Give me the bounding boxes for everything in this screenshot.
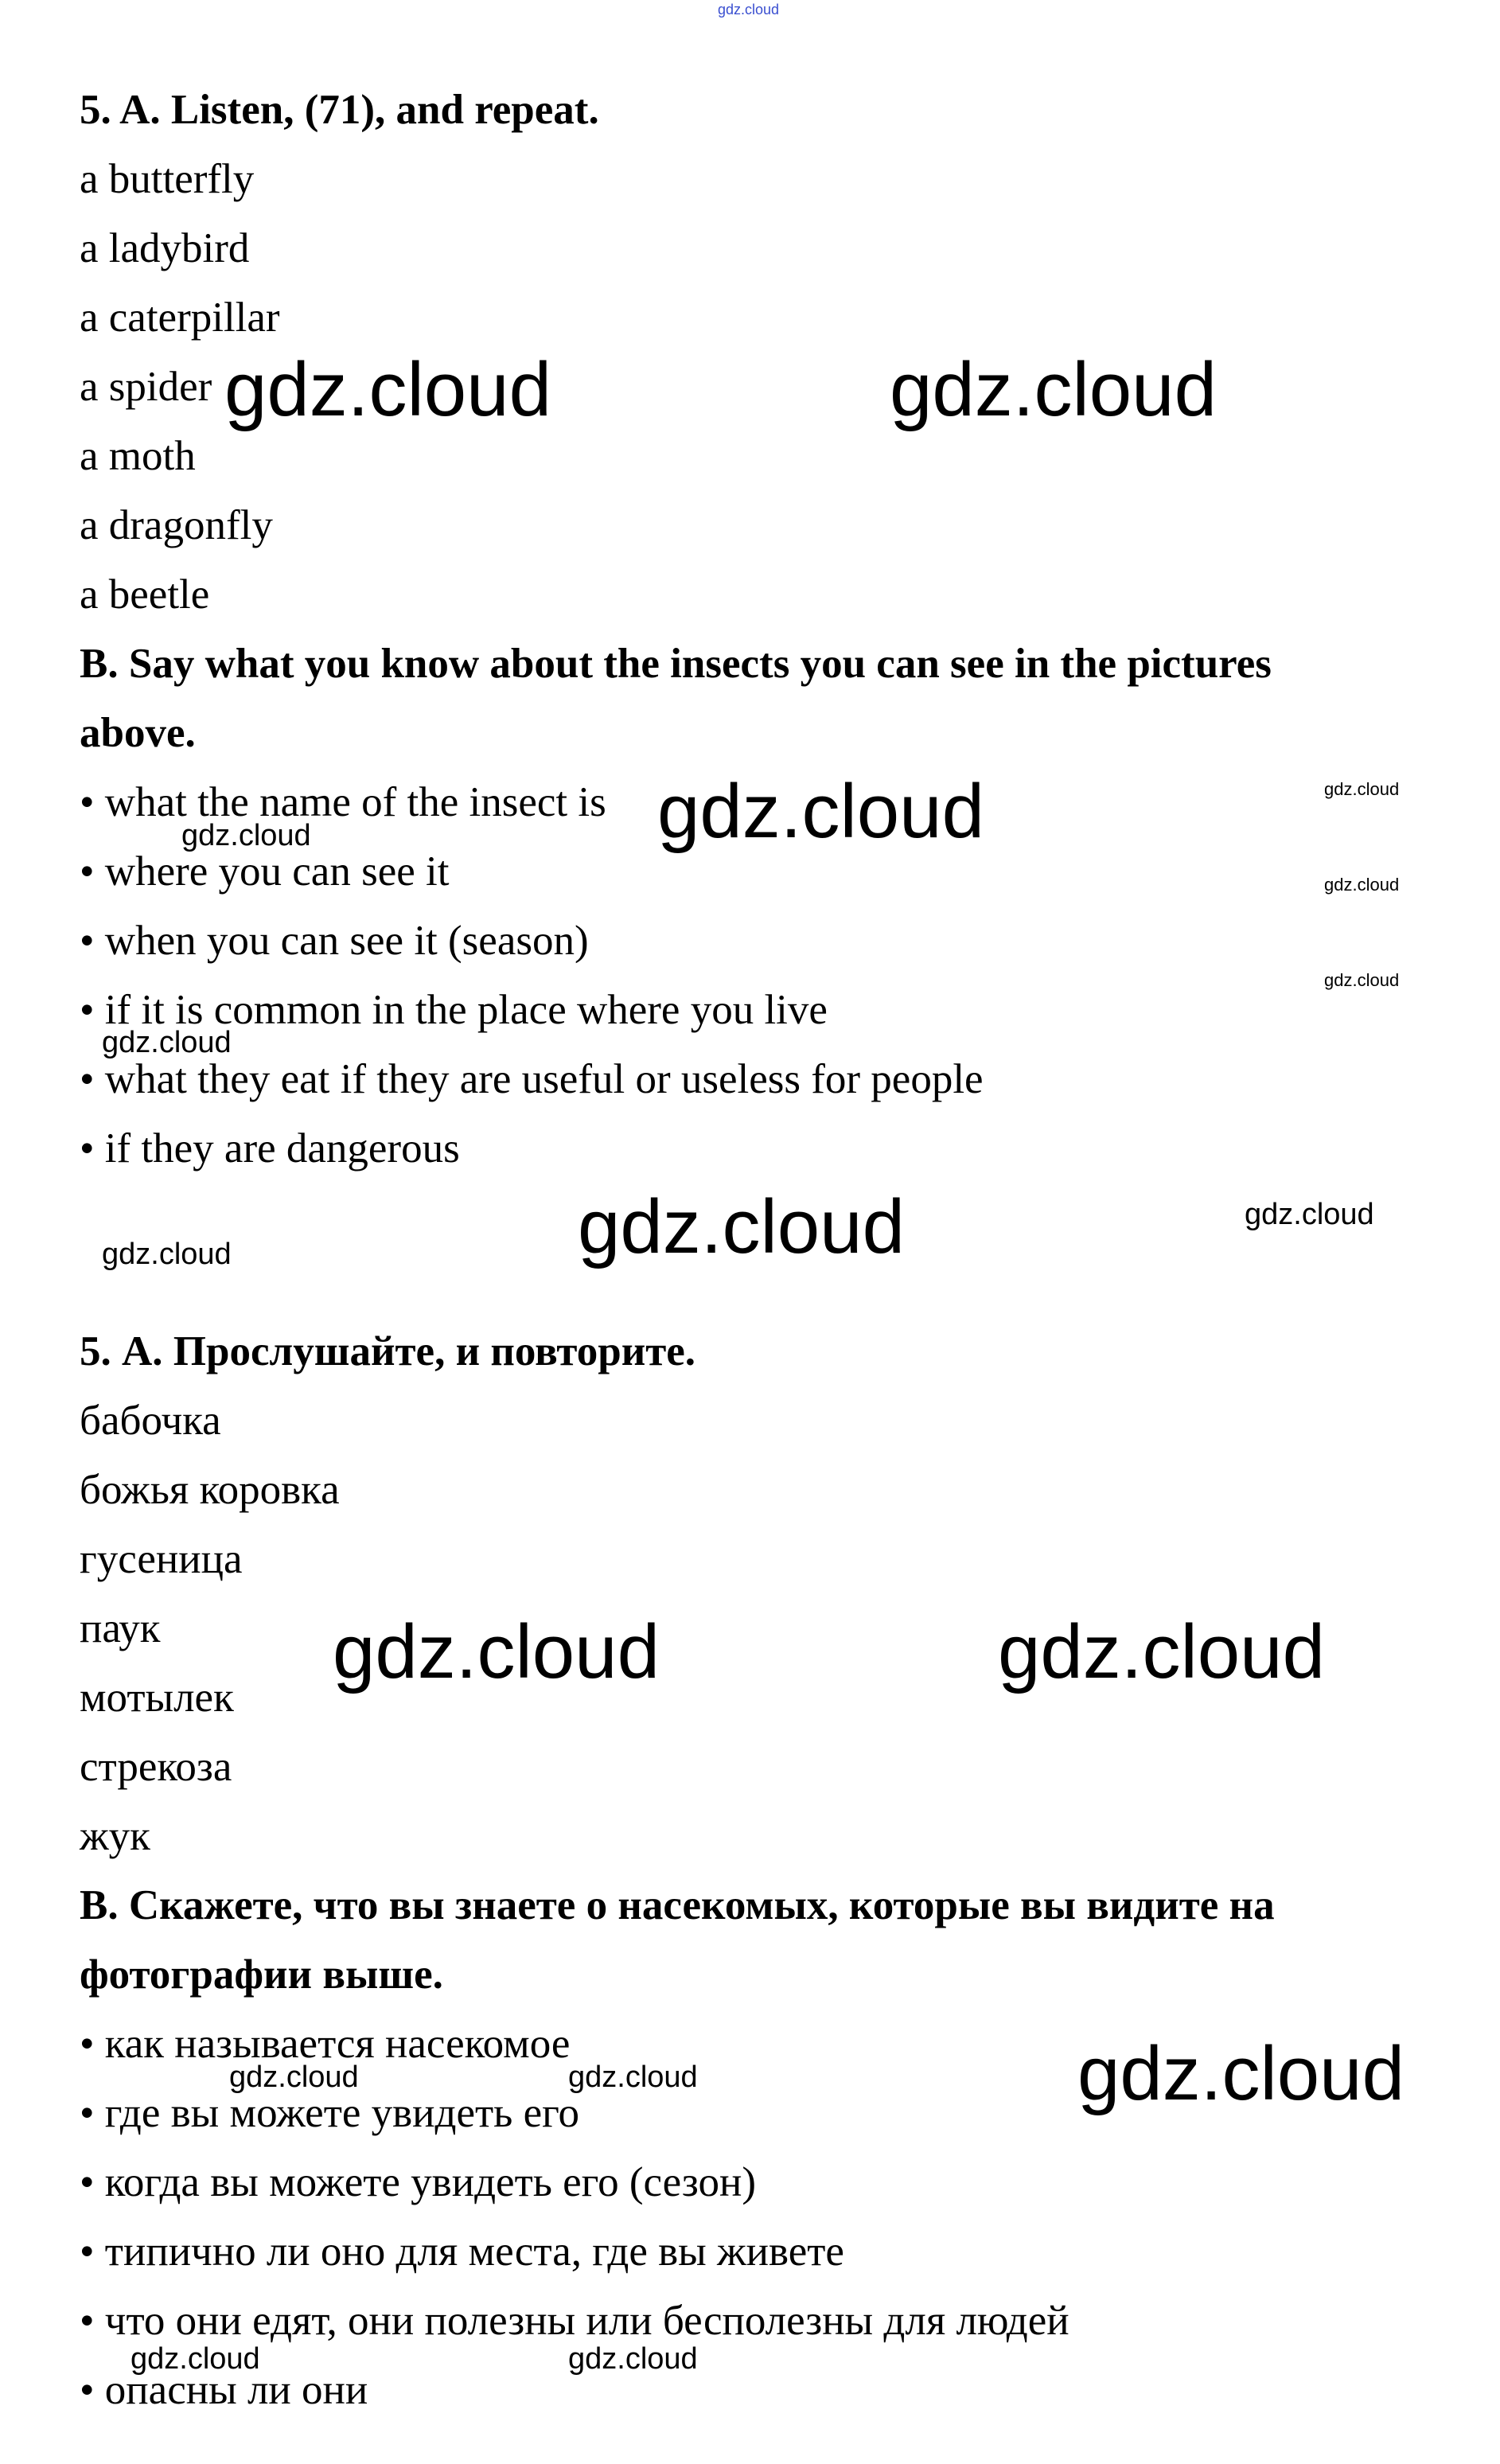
prompt-item: • опасны ли они — [80, 2367, 368, 2413]
task-a-heading-ru: 5. А. Прослушайте, и повторите. — [80, 1328, 696, 1374]
watermark: gdz.cloud — [890, 347, 1217, 432]
prompt-item: • if they are dangerous — [80, 1125, 460, 1172]
watermark: gdz.cloud — [224, 347, 551, 432]
watermark: gdz.cloud — [1324, 779, 1400, 799]
watermark: gdz.cloud — [568, 2060, 698, 2094]
word-item: бабочка — [80, 1398, 221, 1444]
watermark: gdz.cloud — [657, 769, 984, 854]
word-item: жук — [80, 1813, 150, 1859]
task-b-heading-ru-line1: В. Скажете, что вы знаете о насекомых, которые вы видите на — [80, 1882, 1275, 1928]
prompt-item: • when you can see it (season) — [80, 918, 589, 964]
word-item: божья коровка — [80, 1467, 340, 1513]
watermark: gdz.cloud — [1077, 2031, 1405, 2116]
watermark: gdz.cloud — [1324, 875, 1400, 895]
prompt-item: • what the name of the insect is — [80, 779, 606, 825]
word-item: a beetle — [80, 571, 210, 618]
word-item: a spider — [80, 364, 212, 410]
watermark: gdz.cloud — [131, 2342, 260, 2376]
watermark-top: gdz.cloud — [718, 2, 780, 18]
prompt-item: • if it is common in the place where you live — [80, 987, 828, 1033]
prompt-item: • what they eat if they are useful or useless for people — [80, 1056, 984, 1102]
watermark: gdz.cloud — [229, 2060, 359, 2094]
word-item: a butterfly — [80, 156, 255, 202]
task-b-heading-ru-line2: фотографии выше. — [80, 1951, 443, 1998]
prompt-item: • как называется насекомое — [80, 2021, 571, 2067]
watermark: gdz.cloud — [102, 1026, 232, 1059]
watermark: gdz.cloud — [333, 1609, 660, 1694]
word-item: a dragonfly — [80, 502, 273, 548]
prompt-item: • что они едят, они полезны или бесполезны для людей — [80, 2298, 1069, 2344]
watermark: gdz.cloud — [998, 1609, 1325, 1694]
watermark: gdz.cloud — [1245, 1198, 1374, 1231]
watermark: gdz.cloud — [181, 819, 311, 852]
word-item: паук — [80, 1605, 161, 1651]
prompt-item: • типично ли оно для места, где вы живете — [80, 2228, 844, 2275]
word-item: a caterpillar — [80, 294, 280, 341]
task-b-heading-en-line1: B. Say what you know about the insects you can see in the pictures — [80, 641, 1272, 687]
watermark: gdz.cloud — [102, 1238, 232, 1271]
word-item: стрекоза — [80, 1744, 232, 1790]
task-a-heading-en: 5. A. Listen, (71), and repeat. — [80, 87, 599, 133]
watermark: gdz.cloud — [578, 1184, 905, 1269]
word-item: a ladybird — [80, 225, 250, 271]
prompt-item: • где вы можете увидеть его — [80, 2090, 580, 2136]
word-item: a moth — [80, 433, 196, 479]
prompt-item: • когда вы можете увидеть его (сезон) — [80, 2159, 756, 2205]
prompt-item: • where you can see it — [80, 848, 450, 895]
task-b-heading-en-line2: above. — [80, 710, 196, 756]
word-item: гусеница — [80, 1536, 243, 1582]
word-item: мотылек — [80, 1675, 234, 1721]
watermark: gdz.cloud — [568, 2342, 698, 2376]
watermark: gdz.cloud — [1324, 970, 1400, 990]
